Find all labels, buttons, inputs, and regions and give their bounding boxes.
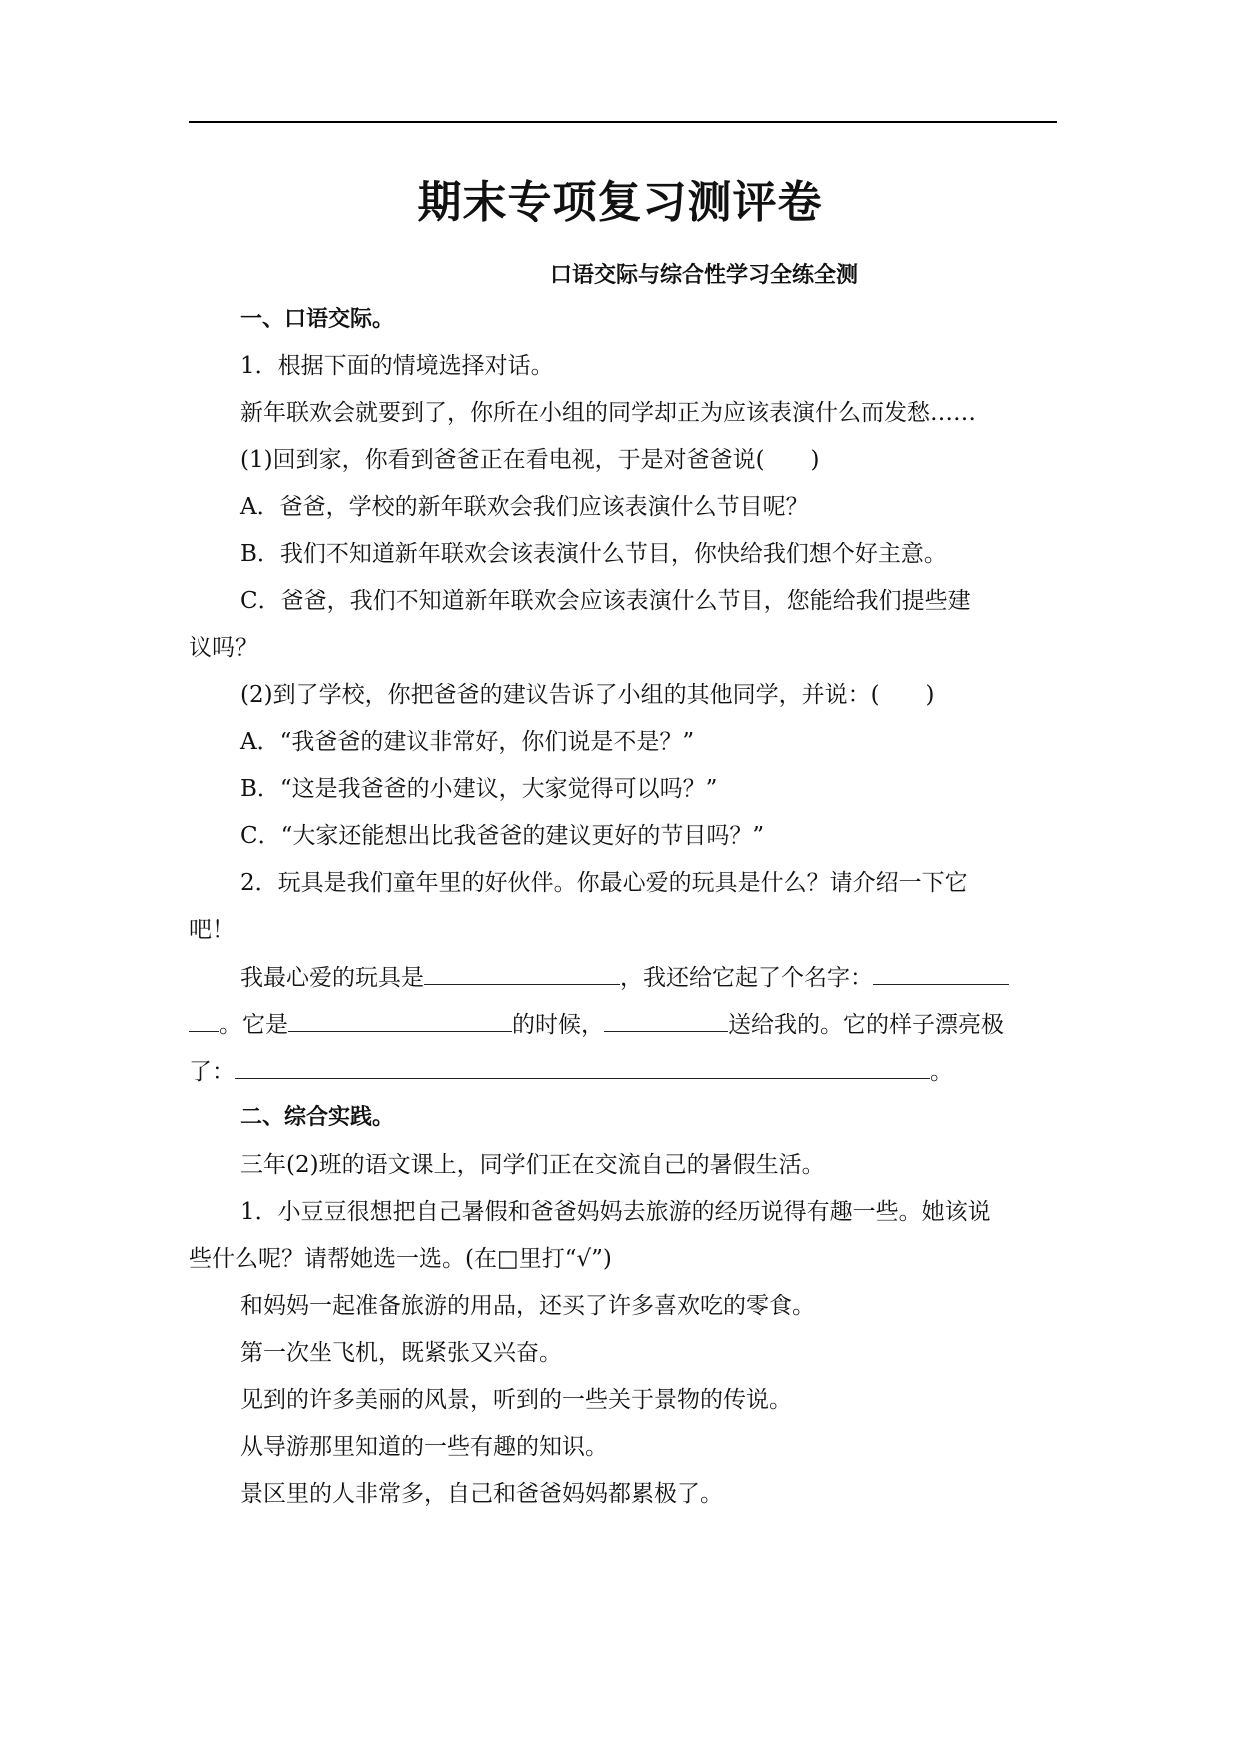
q2-stem: 2．玩具是我们童年里的好伙伴。你最心爱的玩具是什么？请介绍一下它 bbox=[240, 870, 968, 896]
s2-q1-option[interactable]: 见到的许多美丽的风景，听到的一些关于景物的传说。 bbox=[240, 1387, 792, 1413]
fill-text: 了： bbox=[189, 1059, 235, 1085]
occasion-blank[interactable] bbox=[288, 1009, 512, 1032]
s2-q1-stem: 1．小豆豆很想把自己暑假和爸爸妈妈去旅游的经历说得有趣一些。她该说 bbox=[240, 1199, 991, 1225]
toy-name-blank-cont[interactable] bbox=[189, 1009, 219, 1032]
s2-q1-option[interactable]: 从导游那里知道的一些有趣的知识。 bbox=[240, 1434, 608, 1460]
q1-part2-option-c: C．“大家还能想出比我爸爸的建议更好的节目吗？” bbox=[240, 823, 765, 849]
giver-blank[interactable] bbox=[604, 1009, 728, 1032]
q2-fill-line3 bbox=[189, 1056, 1057, 1087]
s2-q1-option[interactable]: 第一次坐飞机，既紧张又兴奋。 bbox=[240, 1340, 562, 1366]
header-rule bbox=[189, 121, 1057, 123]
fill-text: 送给我的。它的样子漂亮极 bbox=[728, 1012, 1004, 1038]
s2-q1-option[interactable]: 和妈妈一起准备旅游的用品，还买了许多喜欢吃的零食。 bbox=[240, 1293, 815, 1319]
page-title: 期末专项复习测评卷 bbox=[417, 177, 823, 228]
q2-stem-cont: 吧！ bbox=[189, 917, 235, 943]
q1-part2-question: (2)到了学校，你把爸爸的建议告诉了小组的其他同学，并说：( ) bbox=[240, 682, 935, 708]
fill-text: 我最心爱的玩具是 bbox=[240, 965, 424, 991]
section1-heading: 一、口语交际。 bbox=[240, 307, 395, 332]
favorite-toy-blank[interactable] bbox=[424, 962, 620, 985]
q1-part1-question: (1)回到家，你看到爸爸正在看电视，于是对爸爸说( ) bbox=[240, 447, 820, 473]
appearance-blank[interactable] bbox=[235, 1056, 930, 1079]
page-subtitle: 口语交际与综合性学习全练全测 bbox=[549, 263, 858, 288]
q1-part1-option-b: B．我们不知道新年联欢会该表演什么节目，你快给我们想个好主意。 bbox=[240, 541, 947, 567]
s2-q1-stem-cont: 些什么呢？请帮她选一选。(在□里打“√”) bbox=[189, 1246, 612, 1272]
fill-text: 。 bbox=[930, 1059, 953, 1085]
q1-part1-option-c: C．爸爸，我们不知道新年联欢会应该表演什么节目，您能给我们提些建 bbox=[240, 588, 971, 614]
q1-part1-option-a: A．爸爸，学校的新年联欢会我们应该表演什么节目呢？ bbox=[240, 494, 809, 520]
q2-fill-line2 bbox=[189, 1009, 1057, 1040]
q1-part2-option-b: B．“这是我爸爸的小建议，大家觉得可以吗？” bbox=[240, 776, 718, 802]
section2-intro: 三年(2)班的语文课上，同学们正在交流自己的暑假生活。 bbox=[240, 1152, 825, 1178]
fill-text: 。它是 bbox=[219, 1012, 288, 1038]
q2-fill-line1 bbox=[189, 962, 1108, 993]
fill-text: ，我还给它起了个名字： bbox=[620, 965, 873, 991]
fill-text: 的时候， bbox=[512, 1012, 604, 1038]
q1-part1-option-c-cont: 议吗？ bbox=[189, 635, 258, 661]
q1-stem: 1．根据下面的情境选择对话。 bbox=[240, 353, 554, 379]
s2-q1-option[interactable]: 景区里的人非常多，自己和爸爸妈妈都累极了。 bbox=[240, 1481, 723, 1507]
q1-part2-option-a: A．“我爸爸的建议非常好，你们说是不是？” bbox=[240, 729, 695, 755]
q1-context: 新年联欢会就要到了，你所在小组的同学却正为应该表演什么而发愁…… bbox=[240, 400, 976, 426]
section2-heading: 二、综合实践。 bbox=[240, 1105, 395, 1130]
toy-name-blank[interactable] bbox=[873, 962, 1009, 985]
